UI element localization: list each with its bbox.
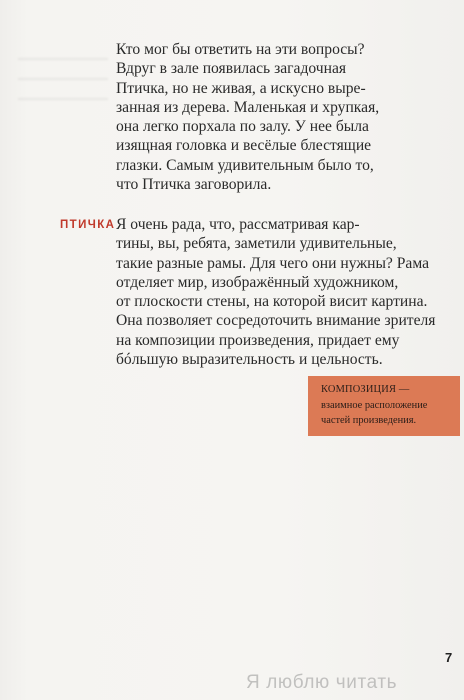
text-line: отделяет мир, изображённый художником, bbox=[116, 273, 399, 291]
page-number: 7 bbox=[445, 650, 453, 665]
show-through-text bbox=[18, 40, 108, 100]
text-line: бóльшую выразительность и цельность. bbox=[116, 351, 383, 369]
text-line: занная из дерева. Маленькая и хрупкая, bbox=[116, 98, 380, 116]
definition-callout bbox=[308, 376, 460, 436]
text-line: Кто мог бы ответить на эти вопросы? bbox=[116, 41, 365, 58]
callout-definition-line: взаимное расположение bbox=[321, 399, 428, 411]
text-line: Она позволяет сосредоточить внимание зрителя bbox=[116, 312, 436, 330]
text-line: такие разные рамы. Для чего они нужны? Рама bbox=[116, 254, 430, 272]
callout-term: КОМПОЗИЦИЯ — bbox=[321, 384, 410, 395]
callout-definition-line: частей произведения. bbox=[321, 415, 417, 427]
text-line: что Птичка заговорила. bbox=[116, 176, 272, 194]
speech-paragraph bbox=[116, 215, 436, 369]
text-line: Птичка, но не живая, а искусно выре- bbox=[116, 79, 366, 97]
intro-paragraph bbox=[116, 40, 416, 194]
speaker-label: ПТИЧКА bbox=[60, 219, 116, 231]
text-line: изящная головка и весёлые блестящие bbox=[116, 137, 372, 155]
text-line: она легко порхала по залу. У нее была bbox=[116, 118, 369, 136]
text-line: тины, вы, ребята, заметили удивительные, bbox=[116, 235, 397, 253]
watermark: Я люблю читать bbox=[246, 672, 398, 693]
text-line: глазки. Самым удивительным было то, bbox=[116, 156, 374, 174]
text-line: Я очень рада, что, рассматривая кар- bbox=[116, 216, 360, 233]
text-line: от плоскости стены, на которой висит картина. bbox=[116, 293, 428, 311]
text-line: на композиции произведения, придает ему bbox=[116, 331, 400, 349]
text-line: Вдруг в зале появилась загадочная bbox=[116, 60, 347, 78]
